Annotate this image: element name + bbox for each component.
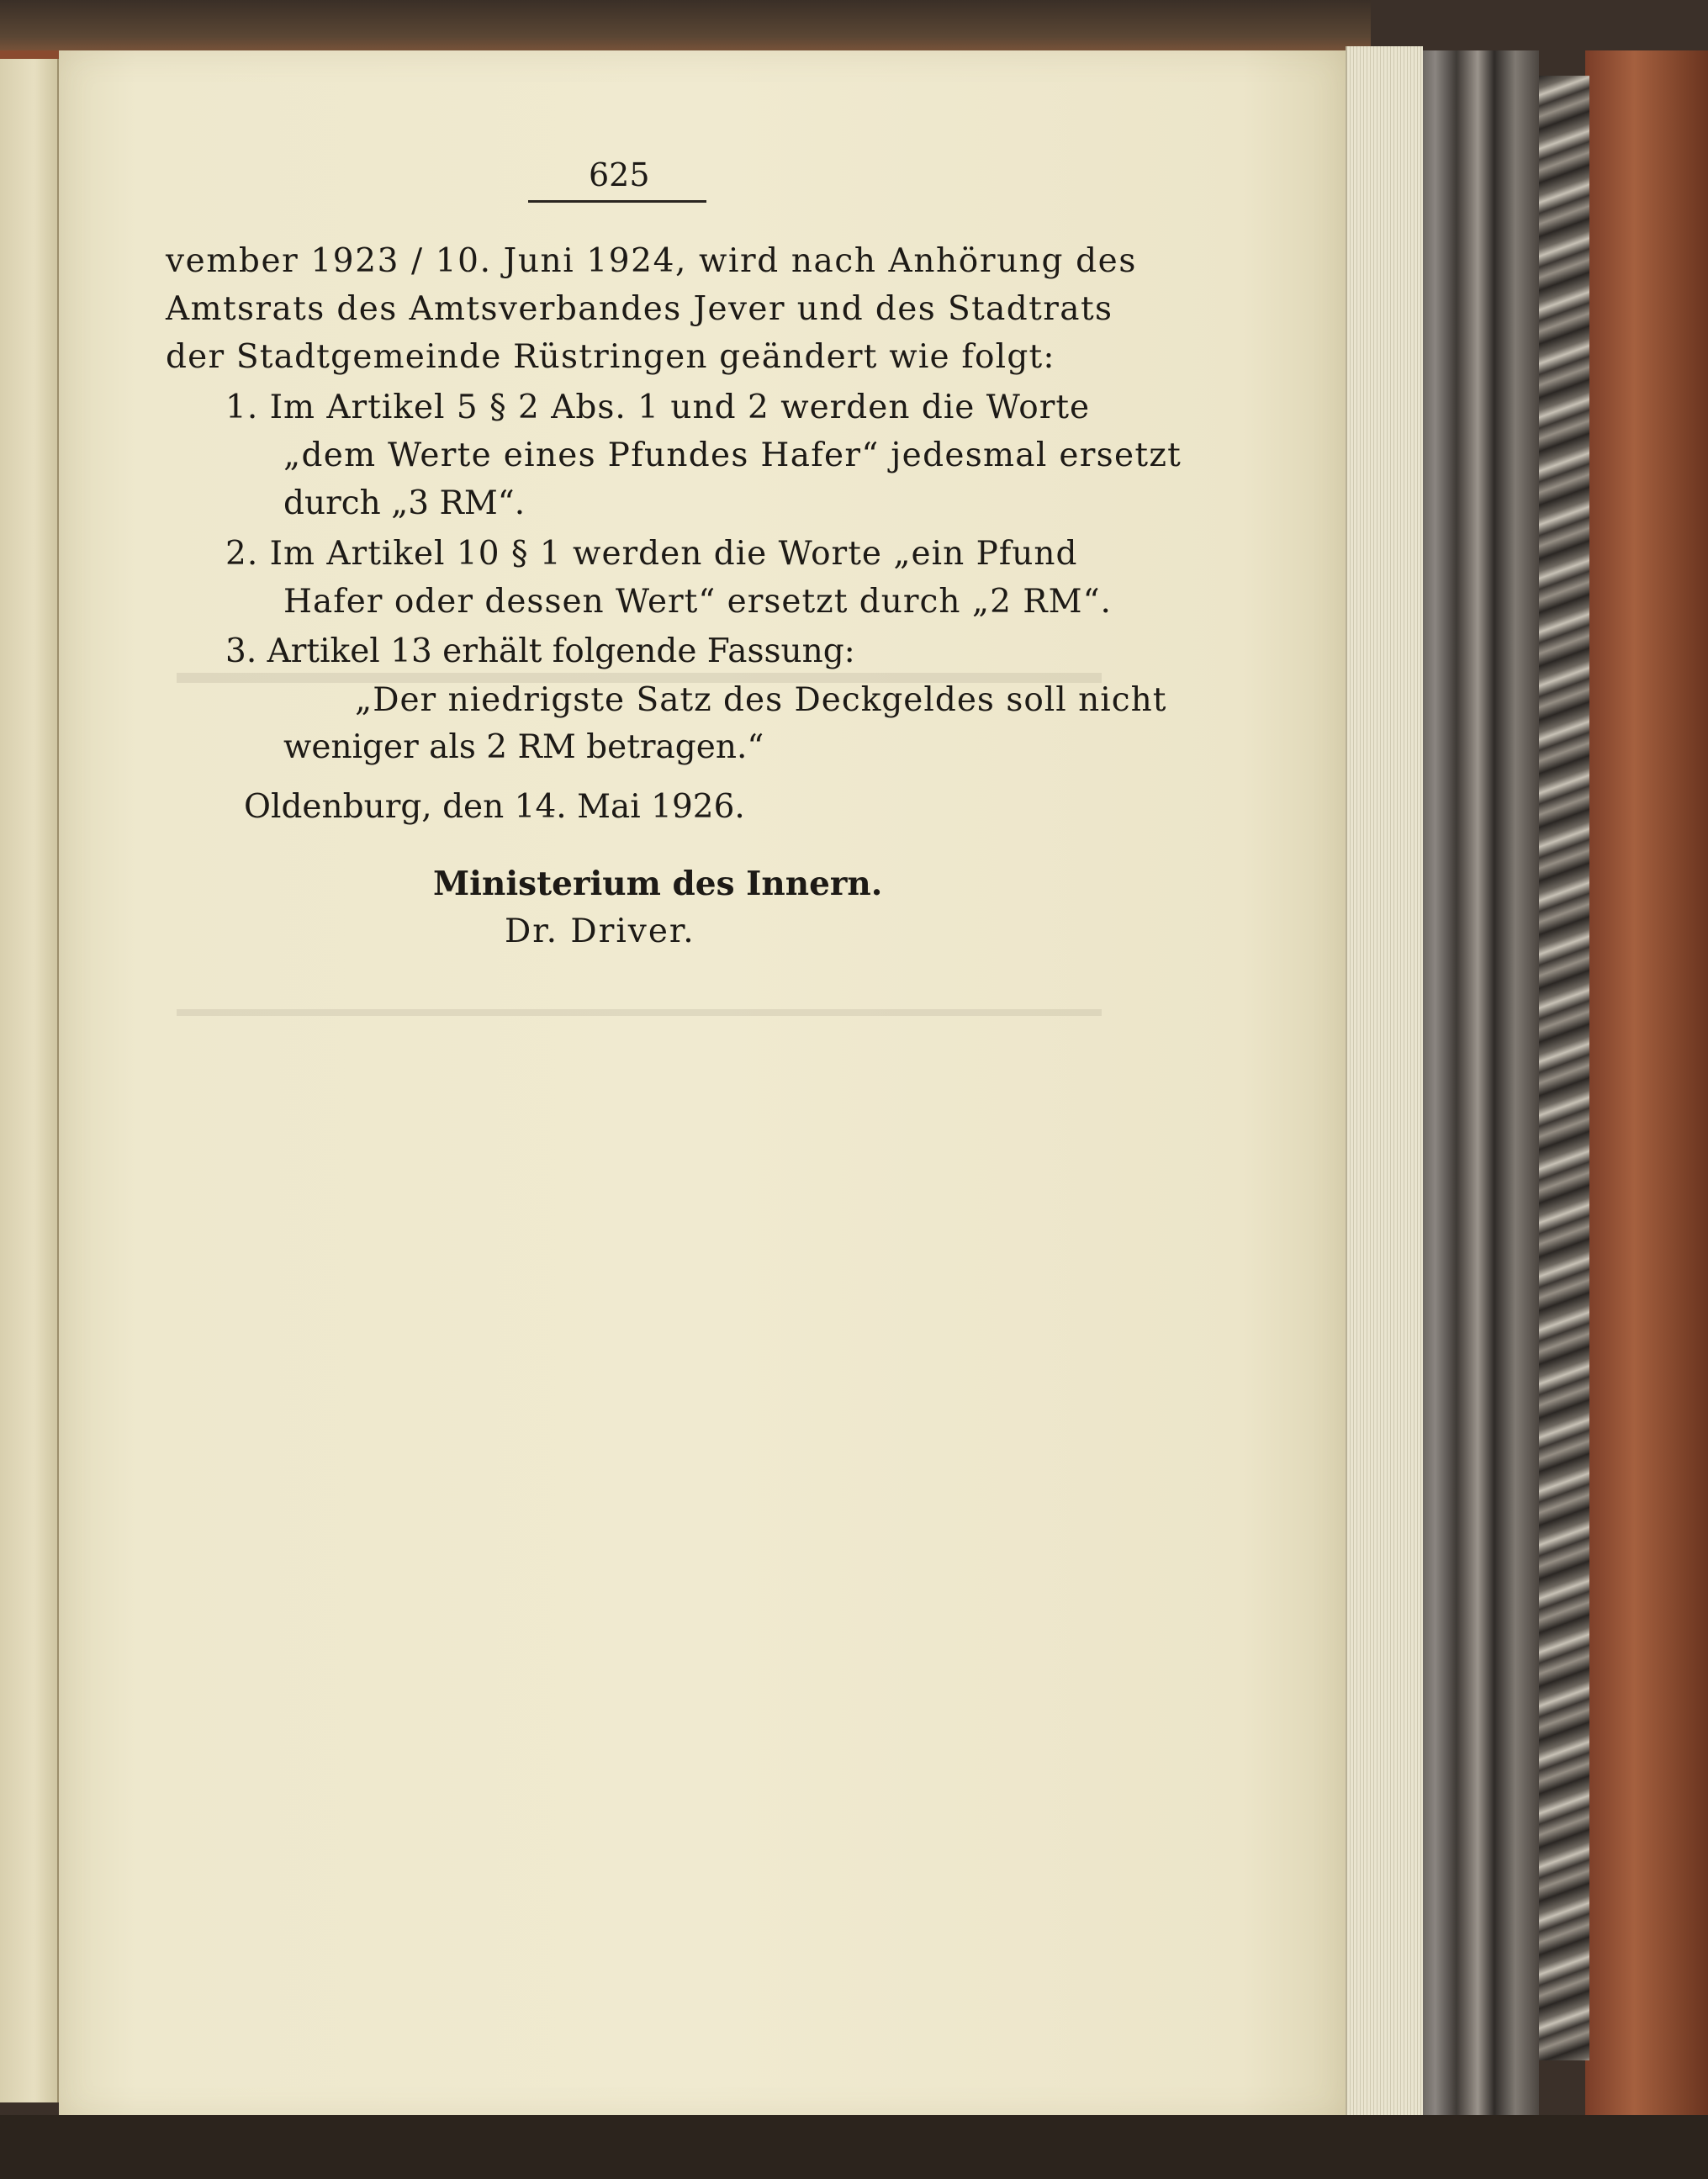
list-item-2: 2. Im Artikel 10 § 1 werden die Worte „ein Pfund	[225, 535, 1078, 573]
page-block-edge	[1421, 50, 1539, 2128]
marbled-endpaper	[1539, 76, 1589, 2060]
text-line: Amtsrats des Amtsverbandes Jever und des Stadtrats	[166, 290, 1113, 328]
text-line: „dem Werte eines Pfundes Hafer“ jedesmal ersetzt	[283, 436, 1182, 474]
text-line: „Der niedrigste Satz des Deckgeldes soll nicht	[355, 681, 1167, 719]
left-facing-page-edge	[0, 59, 59, 2102]
page-number-rule	[528, 200, 706, 203]
text-line: weniger als 2 RM betragen.“	[283, 728, 764, 766]
page-number: 625	[589, 156, 650, 193]
text-line: Hafer oder dessen Wert“ ersetzt durch „2 RM“.	[283, 583, 1112, 621]
book-cover-edge	[1585, 50, 1708, 2179]
bleed-through-rule	[177, 1009, 1102, 1016]
bottom-cover-shadow	[0, 2115, 1708, 2179]
signature: Dr. Driver.	[505, 912, 695, 950]
text-line: durch „3 RM“.	[283, 484, 526, 522]
text-line: vember 1923 / 10. Juni 1924, wird nach Anhörung des	[166, 242, 1137, 280]
issuing-ministry: Ministerium des Innern.	[433, 865, 883, 903]
list-item-1: 1. Im Artikel 5 § 2 Abs. 1 und 2 werden die Worte	[225, 389, 1091, 426]
text-line: der Stadtgemeinde Rüstringen geändert wie folgt:	[166, 338, 1055, 376]
place-and-date: Oldenburg, den 14. Mai 1926.	[244, 788, 745, 826]
list-item-3: 3. Artikel 13 erhält folgende Fassung:	[225, 632, 855, 670]
page-stack	[1346, 46, 1423, 2115]
